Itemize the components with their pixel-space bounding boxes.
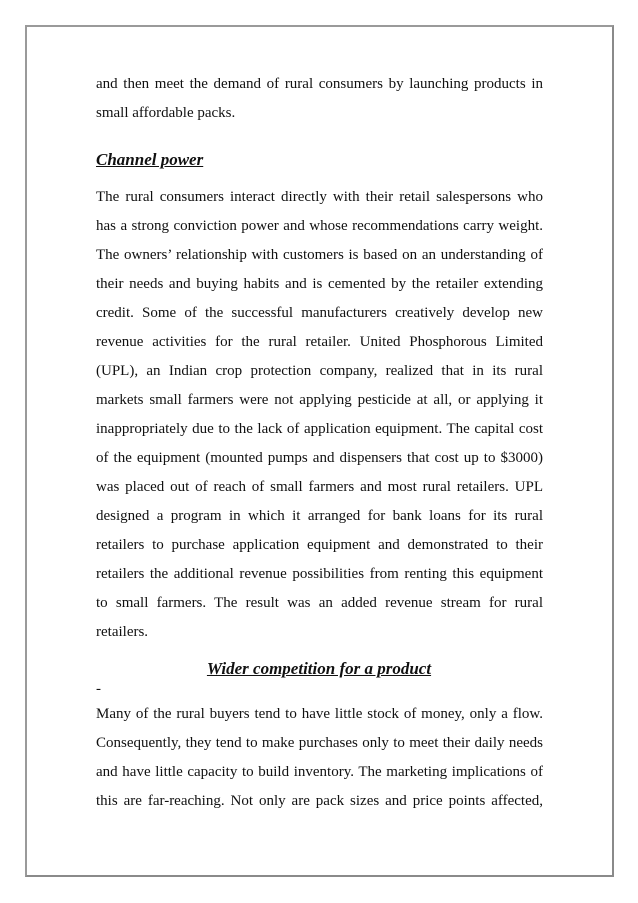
text-line: (UPL), an Indian crop protection company, realized that in its rural xyxy=(96,363,543,379)
text-line: The rural consumers interact directly with their retail salespersons who xyxy=(96,189,543,205)
text-line: credit. Some of the successful manufacturers creatively develop new xyxy=(96,305,543,321)
text-line: small affordable packs. xyxy=(96,105,236,121)
wider-competition-paragraph xyxy=(96,700,543,816)
text-line: Many of the rural buyers tend to have little stock of money, only a flow. xyxy=(96,706,543,722)
text-line: this are far-reaching. Not only are pack sizes and price points affected, xyxy=(96,793,543,809)
heading-wider-competition: Wider competition for a product xyxy=(206,659,432,678)
intro-paragraph xyxy=(96,70,543,128)
channel-power-paragraph xyxy=(96,183,543,647)
text-line: was placed out of reach of small farmers and most rural retailers. UPL xyxy=(96,479,543,495)
text-line: revenue activities for the rural retailer. United Phosphorous Limited xyxy=(96,334,543,350)
text-line: retailers. xyxy=(96,624,149,640)
text-line: and have little capacity to build inventory. The marketing implications of xyxy=(96,764,543,780)
text-line: retailers to purchase application equipment and demonstrated to their xyxy=(96,537,543,553)
text-line: their needs and buying habits and is cemented by the retailer extending xyxy=(96,276,543,292)
text-line: Consequently, they tend to make purchases only to meet their daily needs xyxy=(96,735,543,751)
text-line: markets small farmers were not applying pesticide at all, or applying it xyxy=(96,392,543,408)
text-line: and then meet the demand of rural consumers by launching products in xyxy=(96,76,543,92)
dash-mark: - xyxy=(96,681,101,697)
text-line: retailers the additional revenue possibilities from renting this equipment xyxy=(96,566,543,582)
text-line: The owners’ relationship with customers is based on an understanding of xyxy=(96,247,543,263)
text-line: designed a program in which it arranged for bank loans for its rural xyxy=(96,508,543,524)
text-line: has a strong conviction power and whose recommendations carry weight. xyxy=(96,218,543,234)
text-line: inappropriately due to the lack of application equipment. The capital cost xyxy=(96,421,543,437)
heading-channel-power: Channel power xyxy=(96,150,204,169)
text-line: of the equipment (mounted pumps and dispensers that cost up to $3000) xyxy=(96,450,543,466)
text-line: to small farmers. The result was an added revenue stream for rural xyxy=(96,595,543,611)
